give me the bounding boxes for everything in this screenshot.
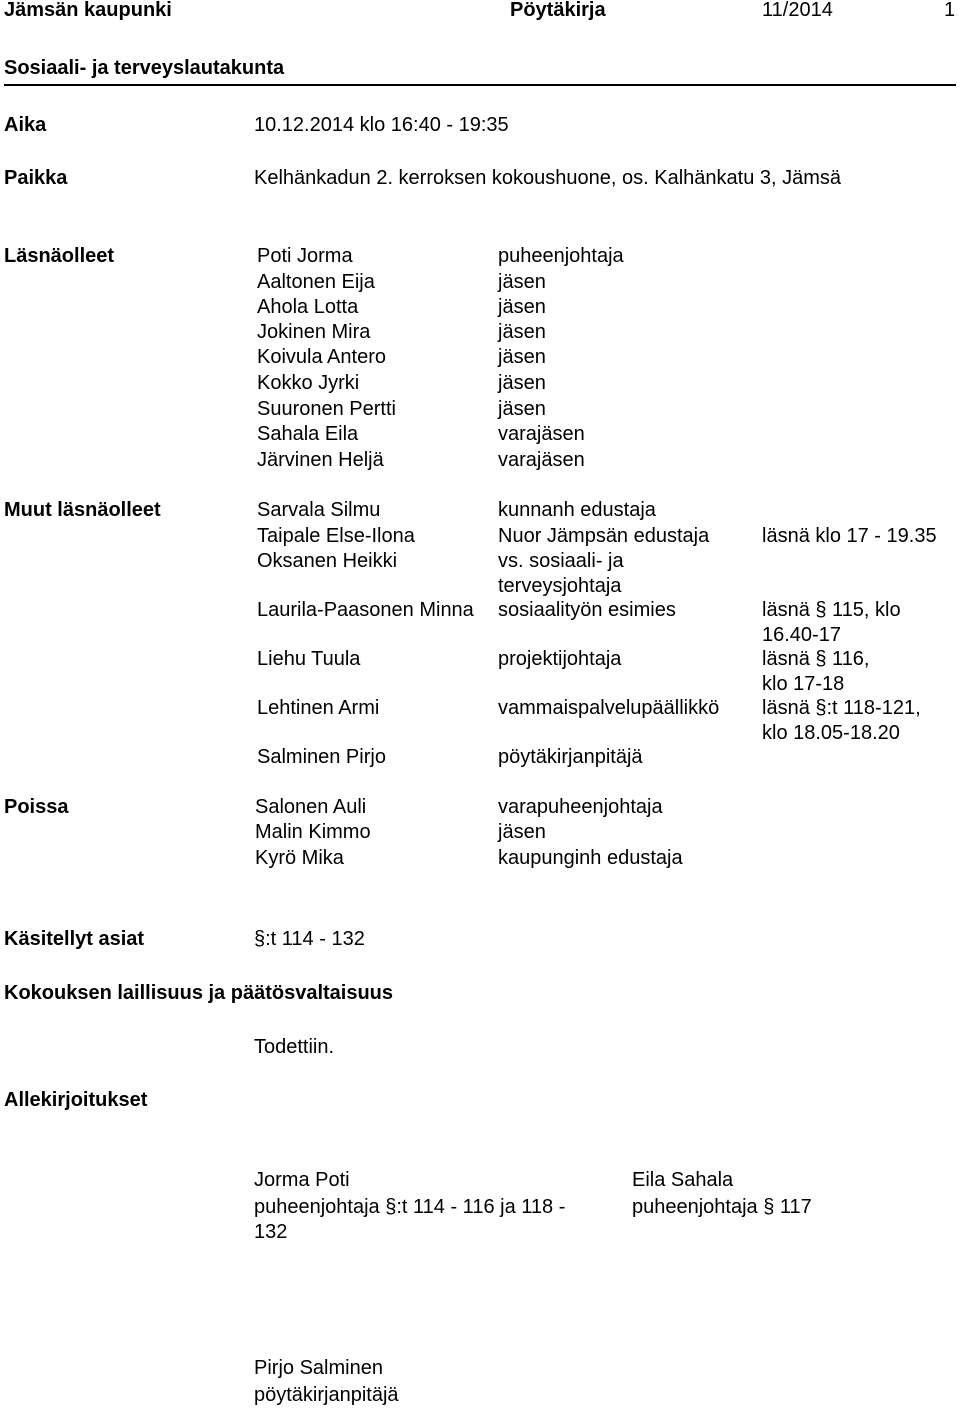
matters-value: §:t 114 - 132 [254, 928, 365, 950]
place-label: Paikka [4, 167, 68, 189]
others-label: Muut läsnäolleet [4, 499, 161, 521]
other-note: läsnä § 116, klo 17-18 [762, 648, 870, 695]
other-role: Nuor Jämpsän edustaja [498, 525, 710, 547]
absent-name: Malin Kimmo [255, 821, 371, 843]
member-role: jäsen [498, 398, 546, 420]
other-role: vammaispalvelupäällikkö [498, 697, 720, 719]
absent-role: kaupunginh edustaja [498, 847, 683, 869]
member-role: jäsen [498, 321, 546, 343]
place-value: Kelhänkadun 2. kerroksen kokoushuone, os. Kalhänkatu 3, Jämsä [254, 167, 842, 189]
member-role: jäsen [498, 271, 546, 293]
other-note: läsnä §:t 118-121, klo 18.05-18.20 [762, 697, 921, 744]
member-role: varajäsen [498, 449, 585, 471]
member-name: Sahala Eila [257, 423, 359, 445]
member-name: Koivula Antero [257, 346, 386, 368]
signatures-label: Allekirjoitukset [4, 1089, 148, 1111]
other-name: Sarvala Silmu [257, 499, 381, 521]
matters-label: Käsitellyt asiat [4, 928, 145, 950]
member-name: Suuronen Pertti [257, 398, 396, 420]
member-role: varajäsen [498, 423, 585, 445]
board-name: Sosiaali- ja terveyslautakunta [4, 57, 285, 79]
other-role: projektijohtaja [498, 648, 622, 670]
other-note: läsnä § 115, klo 16.40-17 [762, 599, 901, 646]
member-role: jäsen [498, 372, 546, 394]
other-role: kunnanh edustaja [498, 499, 656, 521]
member-name: Jokinen Mira [257, 321, 371, 343]
present-label: Läsnäolleet [4, 245, 115, 267]
other-note: läsnä klo 17 - 19.35 [762, 525, 937, 547]
time-value: 10.12.2014 klo 16:40 - 19:35 [254, 114, 509, 136]
member-name: Poti Jorma [257, 245, 353, 267]
member-name: Ahola Lotta [257, 296, 359, 318]
other-name: Salminen Pirjo [257, 746, 386, 768]
member-name: Kokko Jyrki [257, 372, 360, 394]
other-name: Liehu Tuula [257, 648, 361, 670]
signer-name: Eila Sahala [632, 1169, 734, 1191]
member-name: Järvinen Heljä [257, 449, 384, 471]
secretary-name: Pirjo Salminen [254, 1357, 383, 1379]
quorum-heading: Kokouksen laillisuus ja päätösvaltaisuus [4, 982, 394, 1004]
time-label: Aika [4, 114, 47, 136]
quorum-value: Todettiin. [254, 1036, 335, 1058]
member-role: puheenjohtaja [498, 245, 624, 267]
member-role: jäsen [498, 296, 546, 318]
other-role: pöytäkirjanpitäjä [498, 746, 643, 768]
signer-role: puheenjohtaja §:t 114 - 116 ja 118 - 132 [254, 1196, 566, 1243]
header-divider [4, 84, 956, 86]
member-role: jäsen [498, 346, 546, 368]
absent-role: varapuheenjohtaja [498, 796, 663, 818]
signer-name: Jorma Poti [254, 1169, 350, 1191]
other-name: Lehtinen Armi [257, 697, 380, 719]
other-name: Laurila-Paasonen Minna [257, 599, 474, 621]
page-number: 1 [944, 0, 956, 21]
document-type: Pöytäkirja [510, 0, 606, 21]
secretary-role: pöytäkirjanpitäjä [254, 1384, 399, 1406]
absent-name: Kyrö Mika [255, 847, 344, 869]
document-number: 11/2014 [762, 0, 833, 21]
other-name: Oksanen Heikki [257, 550, 398, 572]
absent-name: Salonen Auli [255, 796, 367, 818]
other-role: sosiaalityön esimies [498, 599, 676, 621]
absent-label: Poissa [4, 796, 69, 818]
absent-role: jäsen [498, 821, 546, 843]
city-name: Jämsän kaupunki [4, 0, 172, 21]
other-role: vs. sosiaali- ja terveysjohtaja [498, 550, 624, 597]
other-name: Taipale Else-Ilona [257, 525, 415, 547]
signer-role: puheenjohtaja § 117 [632, 1196, 812, 1218]
member-name: Aaltonen Eija [257, 271, 375, 293]
